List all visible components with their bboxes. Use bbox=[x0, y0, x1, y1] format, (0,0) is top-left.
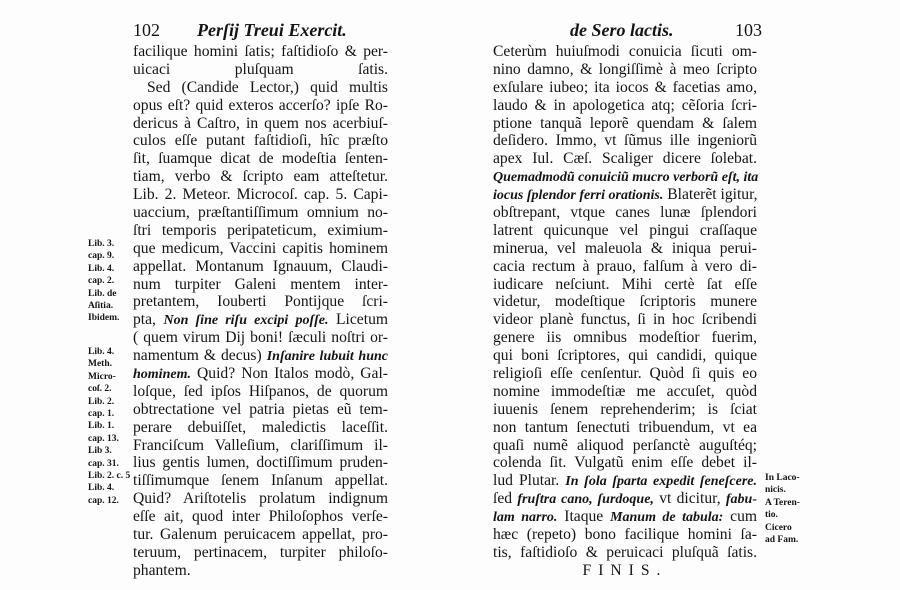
text: phantem. bbox=[133, 561, 191, 579]
text: uaccium, præſtantiſſimum omnium no- bbox=[133, 204, 388, 222]
text-line bbox=[493, 258, 757, 276]
text-line bbox=[493, 347, 757, 365]
text: tur. Galenum peruicacem appellat, pro- bbox=[133, 526, 388, 544]
text: culos eſſe putant faſtidioſi, hîc præſto bbox=[133, 132, 388, 150]
text-line bbox=[133, 383, 388, 401]
text-line bbox=[493, 329, 757, 347]
left-text-column bbox=[133, 43, 388, 580]
text-line bbox=[133, 419, 388, 437]
text-line bbox=[133, 347, 388, 365]
text: Franciſcum Valleſium, clariſſimum il- bbox=[133, 436, 388, 454]
text-line bbox=[133, 490, 388, 508]
text-line bbox=[133, 240, 388, 258]
text-line bbox=[133, 115, 388, 133]
text: ( quem virum Dij boni! ſæculi noſtri or- bbox=[133, 329, 388, 347]
text-line bbox=[493, 79, 757, 97]
text: Quid? Non Italos modò, Gal- bbox=[190, 365, 388, 383]
text-line bbox=[493, 544, 757, 562]
text-line bbox=[133, 258, 388, 276]
text: Quid? Ariſtotelis prolatum indignum bbox=[133, 490, 388, 508]
text: appellat. Montanum Ignauum, Claudi- bbox=[133, 257, 388, 275]
text: num turpiter Galeni mentem inter- bbox=[133, 275, 388, 293]
text: facilique homini ſatis; faſtidioſo & per- bbox=[133, 43, 388, 60]
text: colenda ſit. Vulgatũ enim eſſe debet il- bbox=[493, 454, 757, 472]
text: ptione tanquã leporẽ quendam & ſalem bbox=[493, 114, 757, 132]
text: uicaci pluſquam ſatis. bbox=[133, 60, 388, 78]
italic-text: fruſtra cano, ſurdoque, bbox=[517, 492, 654, 508]
text: Blaterẽt igitur, bbox=[663, 186, 758, 204]
margin-note: coſ. 2. bbox=[88, 384, 112, 395]
right-page bbox=[450, 0, 900, 590]
margin-note: cap. 12. bbox=[88, 495, 119, 506]
text-line bbox=[493, 168, 757, 186]
text-line bbox=[493, 419, 757, 437]
text: iudicare neſciunt. Mihi certè ſat eſſe bbox=[493, 275, 757, 293]
margin-note: nicis. bbox=[765, 485, 786, 496]
margin-note: Lib. de bbox=[88, 288, 117, 299]
text-line bbox=[133, 472, 388, 490]
text-line bbox=[133, 401, 388, 419]
italic-text: iocus ſplendor ferri orationis. bbox=[493, 188, 664, 204]
text-line bbox=[493, 97, 757, 115]
text: latrent quicunque vel pingui craſſaque bbox=[493, 221, 757, 239]
italic-text: hominem. bbox=[133, 367, 191, 383]
text-line bbox=[493, 132, 757, 150]
text-line bbox=[493, 43, 757, 61]
text: religioſi eſſe cenſentur. Quòd ſi quis eo bbox=[493, 365, 757, 383]
text-line bbox=[133, 526, 388, 544]
text-line bbox=[493, 383, 757, 401]
margin-note: cap. 1. bbox=[88, 409, 115, 420]
text-line bbox=[493, 508, 757, 526]
page-number-right: 103 bbox=[735, 20, 762, 40]
running-head-left: Perſij Treui Exercit. bbox=[197, 20, 347, 40]
italic-text: Inſanire lubuit hunc bbox=[266, 349, 388, 365]
text-line bbox=[133, 43, 388, 61]
margin-note: Meth. bbox=[88, 359, 113, 370]
text: Licetum bbox=[328, 311, 388, 329]
italic-text: lam narro. bbox=[493, 510, 558, 526]
margin-note: cap. 9. bbox=[88, 251, 115, 262]
italic-text: In ſola ſparta expedit ſeneſcere. bbox=[565, 474, 757, 490]
text-line bbox=[493, 276, 757, 294]
text: videtur, modeſtique ſcriptoris munere bbox=[493, 293, 757, 311]
margin-note: In Laco- bbox=[765, 473, 800, 483]
text: que medicum, Vaccini capitis hominem bbox=[133, 239, 388, 257]
text-line bbox=[133, 311, 388, 329]
text: cum bbox=[723, 508, 758, 526]
text-line bbox=[493, 365, 757, 383]
margin-note: Lib. 3. bbox=[88, 239, 115, 249]
margin-note: cap. 31. bbox=[88, 458, 119, 469]
margin-note: Lib. 2. bbox=[88, 396, 115, 407]
text-line bbox=[133, 276, 388, 294]
text: apex Iul. Cæſ. Scaliger dicere ſolebat. bbox=[493, 150, 757, 168]
italic-text: Non ſine riſu excipi poſſe. bbox=[163, 313, 329, 329]
margin-note: Micro- bbox=[88, 371, 116, 382]
text-line bbox=[133, 454, 388, 472]
text: tis, faſtidioſo & peruicaci pluſquã ſatis. bbox=[493, 543, 757, 561]
text: quaſi numẽ aliquod perſanctè auguſtéq; bbox=[493, 436, 757, 454]
text: qui boni ſcriptores, qui candidi, quique bbox=[493, 347, 757, 365]
text: obſtrepant, vtque canes lunæ ſplendori bbox=[493, 204, 757, 222]
text: videor planè functus, ſi in hoc ſcribendi bbox=[493, 311, 757, 329]
text-line bbox=[133, 222, 388, 240]
page-number-left: 102 bbox=[133, 20, 160, 40]
text: namentum & decus) bbox=[133, 347, 267, 365]
text: ſit, ſuamque dicat de modeſtia ſenten- bbox=[133, 150, 388, 168]
right-text-column bbox=[493, 43, 757, 580]
text-line bbox=[133, 204, 388, 222]
margin-note: Lib. 4. bbox=[88, 483, 115, 494]
margin-note: cap. 2. bbox=[88, 276, 115, 287]
text-line bbox=[133, 97, 388, 115]
italic-text: Manum de tabula: bbox=[610, 510, 724, 526]
margin-notes-left-1 bbox=[88, 238, 119, 325]
italic-text: fabu- bbox=[725, 492, 758, 508]
text: tiam, verbo & ſcripto eam atteſtetur. bbox=[133, 168, 388, 186]
text: pta, bbox=[133, 311, 164, 329]
text-line bbox=[493, 204, 757, 222]
text-line bbox=[133, 365, 388, 383]
text-line bbox=[493, 240, 757, 258]
margin-note: cap. 13. bbox=[88, 433, 119, 444]
finis-label: FINIS. bbox=[582, 561, 668, 579]
text: opus eſt? quid exteros accerſo? ipſe Ro- bbox=[133, 96, 388, 114]
margin-notes-left-2 bbox=[88, 346, 130, 507]
text-line bbox=[493, 401, 757, 419]
text-line bbox=[493, 526, 757, 544]
text: nomine immodeſtiæ me accuſet, quòd bbox=[493, 382, 757, 400]
text-line bbox=[133, 329, 388, 347]
text: Sed (Candide Lector,) quid multis bbox=[147, 78, 388, 96]
text-line bbox=[133, 61, 388, 79]
text-line bbox=[493, 293, 757, 311]
text: laudo & in apologetica atq; cẽſoria ſcri- bbox=[493, 96, 757, 114]
text: tiſſimumque ſenem Inſanum appellat. bbox=[133, 472, 388, 490]
text: nino damno, & longiſſimè à meo ſcripto bbox=[493, 60, 757, 78]
margin-note: ad Fam. bbox=[765, 535, 799, 546]
text: cacia rectum à prauo, falſum à vero di- bbox=[493, 257, 757, 275]
text: perare debuiſſet, maledictis laceſſit. bbox=[133, 418, 388, 436]
text-line bbox=[493, 115, 757, 133]
margin-note: Lib. 2. c. 5 bbox=[88, 471, 131, 482]
text-line bbox=[493, 150, 757, 168]
text-line bbox=[133, 544, 388, 562]
text: loſque, ſed ipſos Hiſpanos, de quorum bbox=[133, 382, 388, 400]
text: obtrectatione vel patria pietas eũ tem- bbox=[133, 400, 388, 418]
text-line bbox=[133, 293, 388, 311]
text-line bbox=[133, 168, 388, 186]
margin-note: Lib. 4. bbox=[88, 263, 115, 274]
text-line bbox=[493, 61, 757, 79]
margin-note: Aſitia. bbox=[88, 301, 114, 312]
text-line bbox=[133, 508, 388, 526]
text: pretantem, Iouberti Pontijque ſcri- bbox=[133, 293, 388, 311]
text-line bbox=[133, 79, 388, 97]
text: minerua, vel maleuola & iniqua perui- bbox=[493, 239, 757, 257]
text: iuuenis ſenem reprehenderim; is ſciat bbox=[493, 400, 757, 418]
text-line bbox=[493, 454, 757, 472]
text-line bbox=[493, 311, 757, 329]
text-line bbox=[133, 437, 388, 455]
text-line bbox=[493, 437, 757, 455]
text-line bbox=[133, 132, 388, 150]
margin-note: Cicero bbox=[765, 522, 792, 533]
margin-note: Lib. 4. bbox=[88, 347, 115, 357]
text-line bbox=[133, 562, 388, 580]
text: eſſe ait, quod inter Philoſophos verſe- bbox=[133, 508, 388, 526]
running-head-right: de Sero lactis. bbox=[570, 20, 674, 40]
text: Ceterùm huiuſmodi conuicia ſicuti om- bbox=[493, 43, 757, 60]
text-line bbox=[133, 186, 388, 204]
text-line bbox=[493, 186, 757, 204]
text-line bbox=[493, 222, 757, 240]
margin-note: Ibidem. bbox=[88, 313, 120, 324]
text: Lib. 2. Meteor. Microcoſ. cap. 5. Capi- bbox=[133, 186, 388, 204]
italic-text: Quemadmodũ conuiciũ mucro verborũ eſt, ita bbox=[493, 170, 759, 186]
text: genere iis omnibus modeſtior fuerim, bbox=[493, 329, 757, 347]
margin-note: Lib. 1. bbox=[88, 421, 115, 432]
text: vt dicitur, bbox=[653, 490, 726, 508]
text: ſed bbox=[493, 490, 518, 508]
text: hæc (repeto) bono facilique homini ſa- bbox=[493, 526, 757, 544]
text: deſidero. Immo, vt ſũmus ille ingeniorũ bbox=[493, 132, 757, 150]
text-line bbox=[133, 150, 388, 168]
text: dericus à Caſtro, in quem nos acerbiuſ- bbox=[133, 114, 388, 132]
margin-note: tio. bbox=[765, 510, 778, 521]
text-line bbox=[493, 490, 757, 508]
text: ſtri temporis peripateticum, eximium- bbox=[133, 221, 388, 239]
text: lud Plutar. bbox=[493, 472, 566, 490]
text: lius gentis lumen, doctiſſimum pruden- bbox=[133, 454, 388, 472]
text-line bbox=[493, 472, 757, 490]
margin-notes-right bbox=[765, 472, 800, 546]
text: teruum, pertinacem, turpiter philoſo- bbox=[133, 543, 388, 561]
margin-note: A Teren- bbox=[765, 497, 800, 508]
text: non tantum ſenectuti tribuendum, vt ea bbox=[493, 418, 757, 436]
margin-note: Lib 3. bbox=[88, 446, 112, 457]
text: Itaque bbox=[557, 508, 611, 526]
text: exſulare iubeo; ita iocos & facetias amo, bbox=[493, 78, 757, 96]
